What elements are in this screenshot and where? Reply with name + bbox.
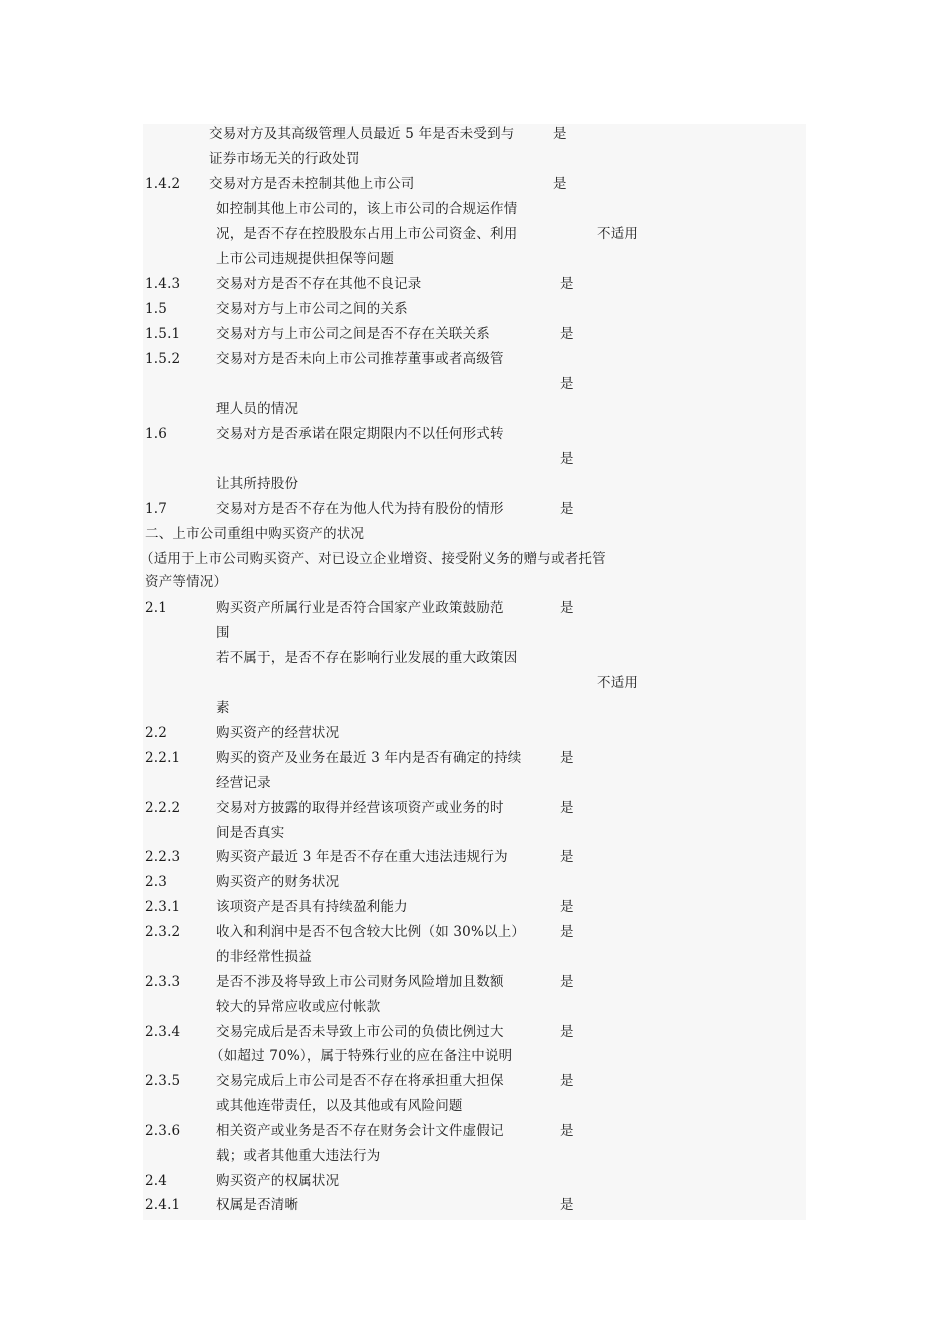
text-line: 2.2 [145, 725, 168, 741]
text-line: 2.1 [145, 600, 168, 616]
text-line: 交易完成后是否未导致上市公司的负债比例过大 [216, 1024, 504, 1040]
text-line: 是 [553, 126, 567, 142]
text-line: 2.3.6 [145, 1123, 181, 1139]
text-line: 购买资产的经营状况 [216, 725, 340, 741]
text-line: 不适用 [597, 675, 639, 691]
text-line: 是 [560, 1024, 574, 1040]
text-line: 是 [560, 800, 574, 816]
text-line: 况，是否不存在控股股东占用上市公司资金、利用 [216, 226, 518, 242]
text-line: 交易对方是否承诺在限定期限内不以任何形式转 [216, 426, 504, 442]
text-line: 是 [560, 326, 574, 342]
text-line: 购买资产所属行业是否符合国家产业政策鼓励范 [216, 600, 504, 616]
text-line: 是 [560, 1073, 574, 1089]
text-line: 购买资产的财务状况 [216, 874, 340, 890]
text-line: 交易对方及其高级管理人员最近 5 年是否未受到与 [209, 126, 515, 142]
text-line: 是 [560, 849, 574, 865]
text-line: （如超过 70%），属于特殊行业的应在备注中说明 [210, 1048, 513, 1064]
text-line: 1.4.3 [145, 276, 181, 292]
text-line: 二、上市公司重组中购买资产的状况 [145, 526, 365, 542]
text-line: 2.2.2 [145, 800, 181, 816]
text-line: 购买资产最近 3 年是否不存在重大违法违规行为 [216, 849, 508, 865]
text-line: 2.3.4 [145, 1024, 181, 1040]
text-line: （适用于上市公司购买资产、对已设立企业增资、接受附义务的赠与或者托管 [140, 551, 606, 567]
text-line: 是 [560, 924, 574, 940]
text-line: 交易对方是否不存在为他人代为持有股份的情形 [216, 501, 504, 517]
text-line: 是 [560, 899, 574, 915]
text-line: 交易对方披露的取得并经营该项资产或业务的时 [216, 800, 504, 816]
text-line: 2.3.1 [145, 899, 181, 915]
text-line: 是 [560, 501, 574, 517]
text-line: 权属是否清晰 [216, 1197, 299, 1213]
text-line: 2.4 [145, 1173, 168, 1189]
text-line: 1.5 [145, 301, 168, 317]
text-line: 间是否真实 [216, 825, 285, 841]
text-line: 交易对方是否不存在其他不良记录 [216, 276, 422, 292]
text-line: 上市公司违规提供担保等问题 [216, 251, 395, 267]
text-line: 2.2.3 [145, 849, 181, 865]
text-line: 是否不涉及将导致上市公司财务风险增加且数额 [216, 974, 504, 990]
text-line: 让其所持股份 [216, 476, 299, 492]
text-line: 是 [560, 1123, 574, 1139]
text-line: 是 [560, 451, 574, 467]
text-line: 购买的资产及业务在最近 3 年内是否有确定的持续 [216, 750, 522, 766]
text-line: 素 [216, 700, 230, 716]
text-line: 是 [560, 1197, 574, 1213]
text-line: 交易完成后上市公司是否不存在将承担重大担保 [216, 1073, 504, 1089]
text-line: 是 [560, 974, 574, 990]
text-line: 2.4.1 [145, 1197, 181, 1213]
text-line: 相关资产或业务是否不存在财务会计文件虚假记 [216, 1123, 504, 1139]
text-line: 交易对方是否未控制其他上市公司 [209, 176, 415, 192]
text-line: 若不属于，是否不存在影响行业发展的重大政策因 [216, 650, 518, 666]
text-line: 1.5.2 [145, 351, 181, 367]
text-line: 2.3.5 [145, 1073, 181, 1089]
text-line: 2.2.1 [145, 750, 181, 766]
text-line: 该项资产是否具有持续盈利能力 [216, 899, 408, 915]
text-line: 或其他连带责任，以及其他或有风险问题 [216, 1098, 463, 1114]
text-line: 是 [553, 176, 567, 192]
text-line: 资产等情况） [145, 574, 228, 590]
text-line: 1.5.1 [145, 326, 181, 342]
text-line: 是 [560, 376, 574, 392]
text-line: 较大的异常应收或应付帐款 [216, 999, 381, 1015]
text-line: 证券市场无关的行政处罚 [209, 151, 360, 167]
text-line: 经营记录 [216, 775, 271, 791]
text-line: 是 [560, 750, 574, 766]
text-line: 1.7 [145, 501, 168, 517]
text-line: 不适用 [597, 226, 639, 242]
text-line: 载；或者其他重大违法行为 [216, 1148, 381, 1164]
text-line: 交易对方与上市公司之间的关系 [216, 301, 408, 317]
text-line: 如控制其他上市公司的，该上市公司的合规运作情 [216, 201, 518, 217]
text-line: 1.4.2 [145, 176, 181, 192]
text-line: 是 [560, 600, 574, 616]
text-line: 交易对方是否未向上市公司推荐董事或者高级管 [216, 351, 504, 367]
text-line: 购买资产的权属状况 [216, 1173, 340, 1189]
text-line: 2.3.3 [145, 974, 181, 990]
text-line: 理人员的情况 [216, 401, 299, 417]
text-line: 1.6 [145, 426, 168, 442]
text-line: 交易对方与上市公司之间是否不存在关联关系 [216, 326, 490, 342]
text-line: 是 [560, 276, 574, 292]
text-line: 2.3 [145, 874, 168, 890]
text-line: 的非经常性损益 [216, 949, 312, 965]
text-line: 收入和利润中是否不包含较大比例（如 30%以上） [216, 924, 526, 940]
text-line: 围 [216, 625, 230, 641]
text-line: 2.3.2 [145, 924, 181, 940]
